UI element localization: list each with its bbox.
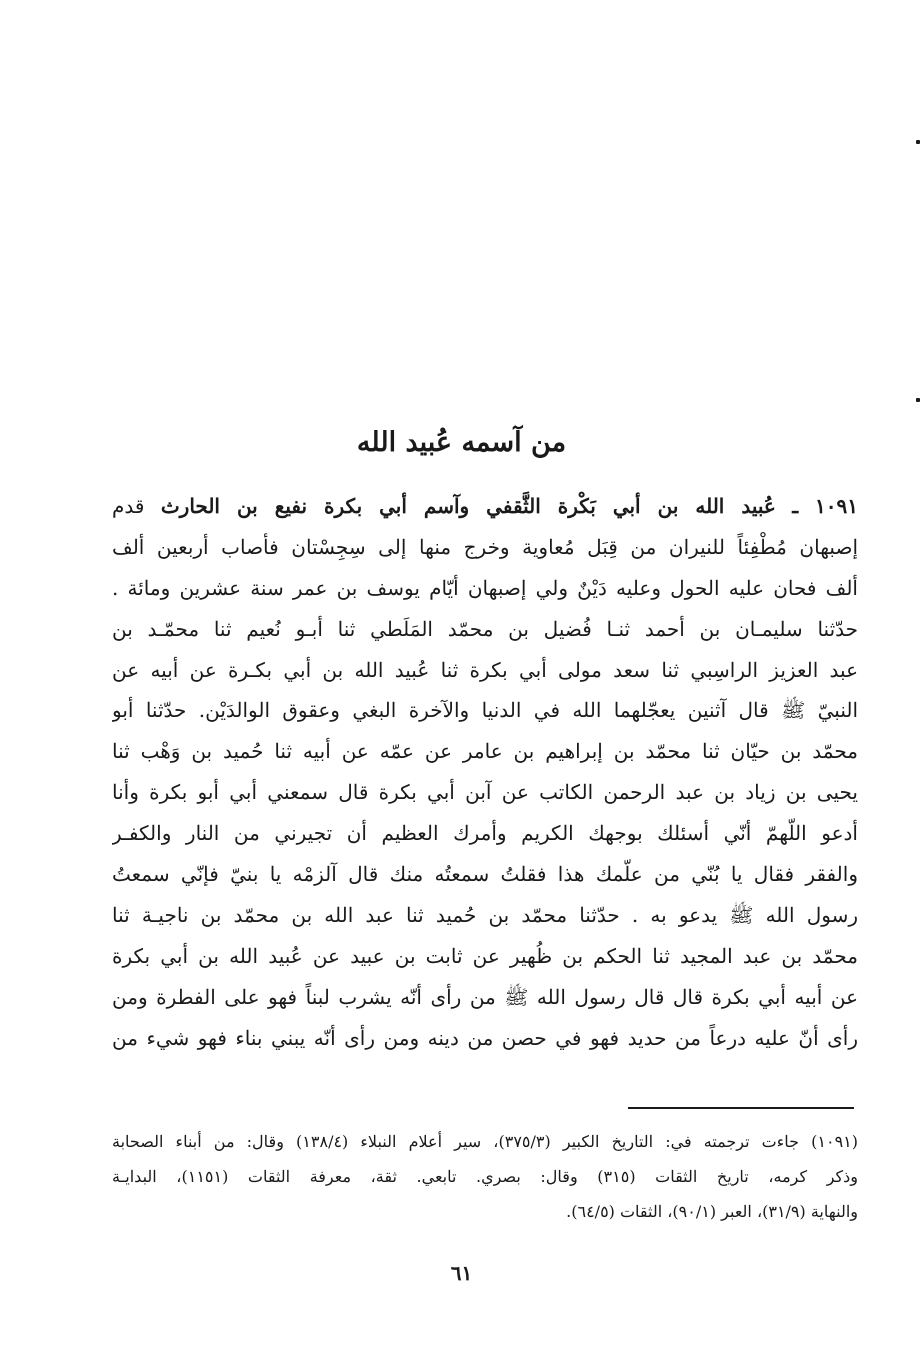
footnotes [112,1124,858,1229]
footnote-line: وذكر كرمه، تاريخ الثقات (٣١٥) وقال: بصري. تابعي. ثقة، معرفة الثقات (١١٥١)، البدايـة [112,1167,858,1186]
footnote-line: (١٠٩١) جاءت ترجمته في: التاريخ الكبير (٣٧٥/٣)، سير أعلام النبلاء (١٣٨/٤) وقال: من أبناء الصحابة [112,1132,858,1151]
scan-mark [916,140,920,144]
body-line-text: قدم [112,494,145,518]
body-line: النبيّ ﷺ قال آثنين يعجّلهما الله في الدنيا والآخرة البغي وعقوق الوالدَيْن. حدّثنا أبو [112,698,858,723]
body-line: عن أبيه أبي بكرة قال قال رسول الله ﷺ من رأى أنّه يشرب لبناً فهو على الفطرة ومن [112,984,858,1009]
body-line: إصبهان مُطْفِئاً للنيران من قِبَل مُعاوية وخرج منها إلى سِجِسْتان فأصاب أربعين ألف [112,534,858,559]
body-line: رسول الله ﷺ يدعو به . حدّثنا محمّد بن حُميد ثنا عبد الله بن محمّد بن ناجيـة ثنا [112,902,858,927]
body-line: رأى أنّ عليه درعاً من حديد فهو في حصن من دينه ومن رأى أنّه يبني بناء فهو شيء من [112,1025,858,1050]
body-line: ألف فحان عليه الحول وعليه دَيْنٌ ولي إصبهان أيّام يوسف بن عمر سنة عشرين ومائة . [112,575,858,600]
body-line [112,486,858,527]
scan-mark [916,398,920,402]
body-line: أدعو اللّهمّ أنّي أسئلك بوجهك الكريم وأمرك العظيم أن تجيرني من النار والكفـر [112,821,858,846]
entry-title: عُبيد الله بن أبي بَكْرة الثَّقفي وآسم أبي بكرة نفيع بن الحارث [160,494,776,518]
body-line: عبد العزيز الراسِبي ثنا سعد مولى أبي بكرة ثنا عُبيد الله بن أبي بكـرة عن أبيه عن [112,657,858,682]
entry-body [112,486,858,1058]
body-line: والفقر فقال يا بُنّي من علّمك هذا فقلتُ سمعتُه منك قال آلزمْه يا بنيّ فإنّي سمعتُ [112,862,858,887]
body-line: يحيى بن زياد بن عبد الرحمن الكاتب عن آبن أبي بكرة قال سمعني أبي أبو بكرة وأنا [112,780,858,805]
body-line: محمّد بن حيّان ثنا محمّد بن إبراهيم بن عامر عن عمّه عن أبيه ثنا حُميد بن وَهْب ثنا [112,739,858,764]
footnote-line: والنهاية (٣١/٩)، العبر (٩٠/١)، الثقات (٦٤/٥). [566,1202,858,1221]
page-number: ٦١ [450,1261,473,1285]
body-line: محمّد بن عبد المجيد ثنا الحكم بن ظُهير عن ثابت بن عبيد عن عُبيد الله بن أبي بكرة [112,943,858,968]
body-line: حدّثنا سليمـان بن أحمد ثنـا فُضيل بن محمّد المَلَطي ثنا أبـو نُعيم ثنا محمّـد بن [112,616,858,641]
footnote-separator [628,1107,854,1109]
entry-number: ١٠٩١ ـ [792,494,858,518]
section-heading: من آسمه عُبيد الله [356,427,567,458]
